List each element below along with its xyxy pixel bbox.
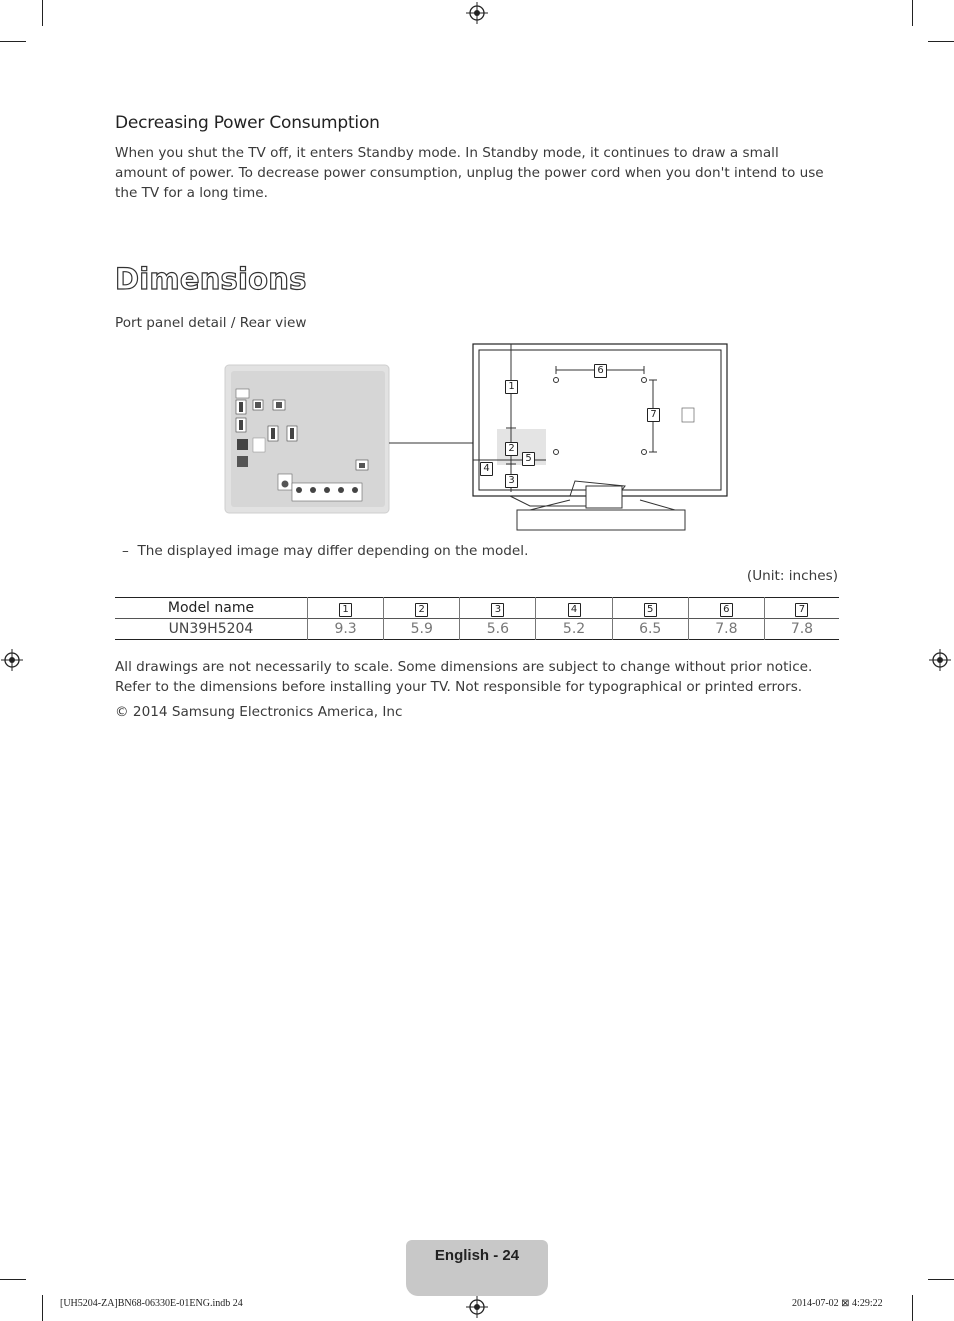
- table-header-row: [115, 598, 839, 619]
- crop-mark: [912, 1295, 913, 1321]
- note-dash: –: [122, 543, 138, 559]
- registration-mark-icon: [929, 649, 951, 671]
- crop-mark: [42, 0, 43, 26]
- header-col-1: [308, 598, 384, 619]
- header-col-label: 6: [720, 603, 733, 617]
- callout-6: 6: [594, 364, 607, 378]
- section-paragraph: When you shut the TV off, it enters Standby mode. In Standby mode, it continues to draw a small amount of power. To decrease power consumption, unplug the power cord when you don't intend to use the TV for a long time.: [115, 145, 824, 201]
- note-text: The displayed image may differ depending on the model.: [137, 543, 529, 559]
- registration-mark-icon: [466, 2, 488, 24]
- crop-mark: [0, 41, 26, 42]
- header-col-label: 2: [415, 603, 428, 617]
- header-col-6: [688, 598, 764, 619]
- disclaimer-paragraph: All drawings are not necessarily to scale. Some dimensions are subject to change without prior notice. Refer to the dimensions before installing your TV. Not responsible for typographical or printed errors.: [115, 659, 813, 695]
- dimensions-table: [115, 597, 839, 640]
- page-title: Dimensions: [115, 262, 307, 296]
- callout-3: 3: [505, 474, 518, 488]
- header-col-4: [536, 598, 612, 619]
- page-number-tab: [406, 1240, 548, 1296]
- cell-value: 7.8: [688, 619, 764, 640]
- cell-value: 9.3: [308, 619, 384, 640]
- crop-mark: [928, 41, 954, 42]
- unit-label: (Unit: inches): [746, 568, 838, 584]
- callout-5: 5: [522, 452, 535, 466]
- cell-value: 5.2: [536, 619, 612, 640]
- registration-mark-icon: [1, 649, 23, 671]
- callout-2: 2: [505, 442, 518, 456]
- crop-mark: [0, 1279, 26, 1280]
- cell-value: 5.6: [460, 619, 536, 640]
- crop-mark: [928, 1279, 954, 1280]
- header-model-name: Model name: [167, 600, 255, 616]
- header-col-2: [384, 598, 460, 619]
- callout-7: 7: [647, 408, 660, 422]
- print-timestamp: 2014-07-02 ⊠ 4:29:22: [792, 1298, 883, 1309]
- cell-value: 7.8: [764, 619, 839, 640]
- diagram-note: [122, 541, 528, 561]
- file-slug: [UH5204-ZA]BN68-06330E-01ENG.indb 24: [60, 1298, 243, 1309]
- cell-value: 6.5: [612, 619, 688, 640]
- table-row: [115, 619, 839, 640]
- header-col-3: [460, 598, 536, 619]
- header-col-5: [612, 598, 688, 619]
- header-col-label: 5: [644, 603, 657, 617]
- crop-mark: [42, 1295, 43, 1321]
- header-col-label: 1: [339, 603, 352, 617]
- registration-mark-icon: [466, 1296, 488, 1318]
- dimensions-diagram: [220, 340, 740, 535]
- cell-model: UN39H5204: [168, 621, 254, 637]
- copyright-text: © 2014 Samsung Electronics America, Inc: [115, 704, 403, 720]
- crop-mark: [912, 0, 913, 26]
- header-col-label: 7: [795, 603, 808, 617]
- header-col-label: 4: [568, 603, 581, 617]
- figure-caption: Port panel detail / Rear view: [115, 315, 307, 331]
- page-number-label: English - 24: [434, 1247, 520, 1264]
- callout-4: 4: [480, 462, 493, 476]
- header-col-7: [764, 598, 839, 619]
- section-heading: Decreasing Power Consumption: [115, 113, 380, 133]
- cell-value: 5.9: [384, 619, 460, 640]
- callout-1: 1: [505, 380, 518, 394]
- header-col-label: 3: [491, 603, 504, 617]
- port-panel-illustration: [225, 365, 389, 513]
